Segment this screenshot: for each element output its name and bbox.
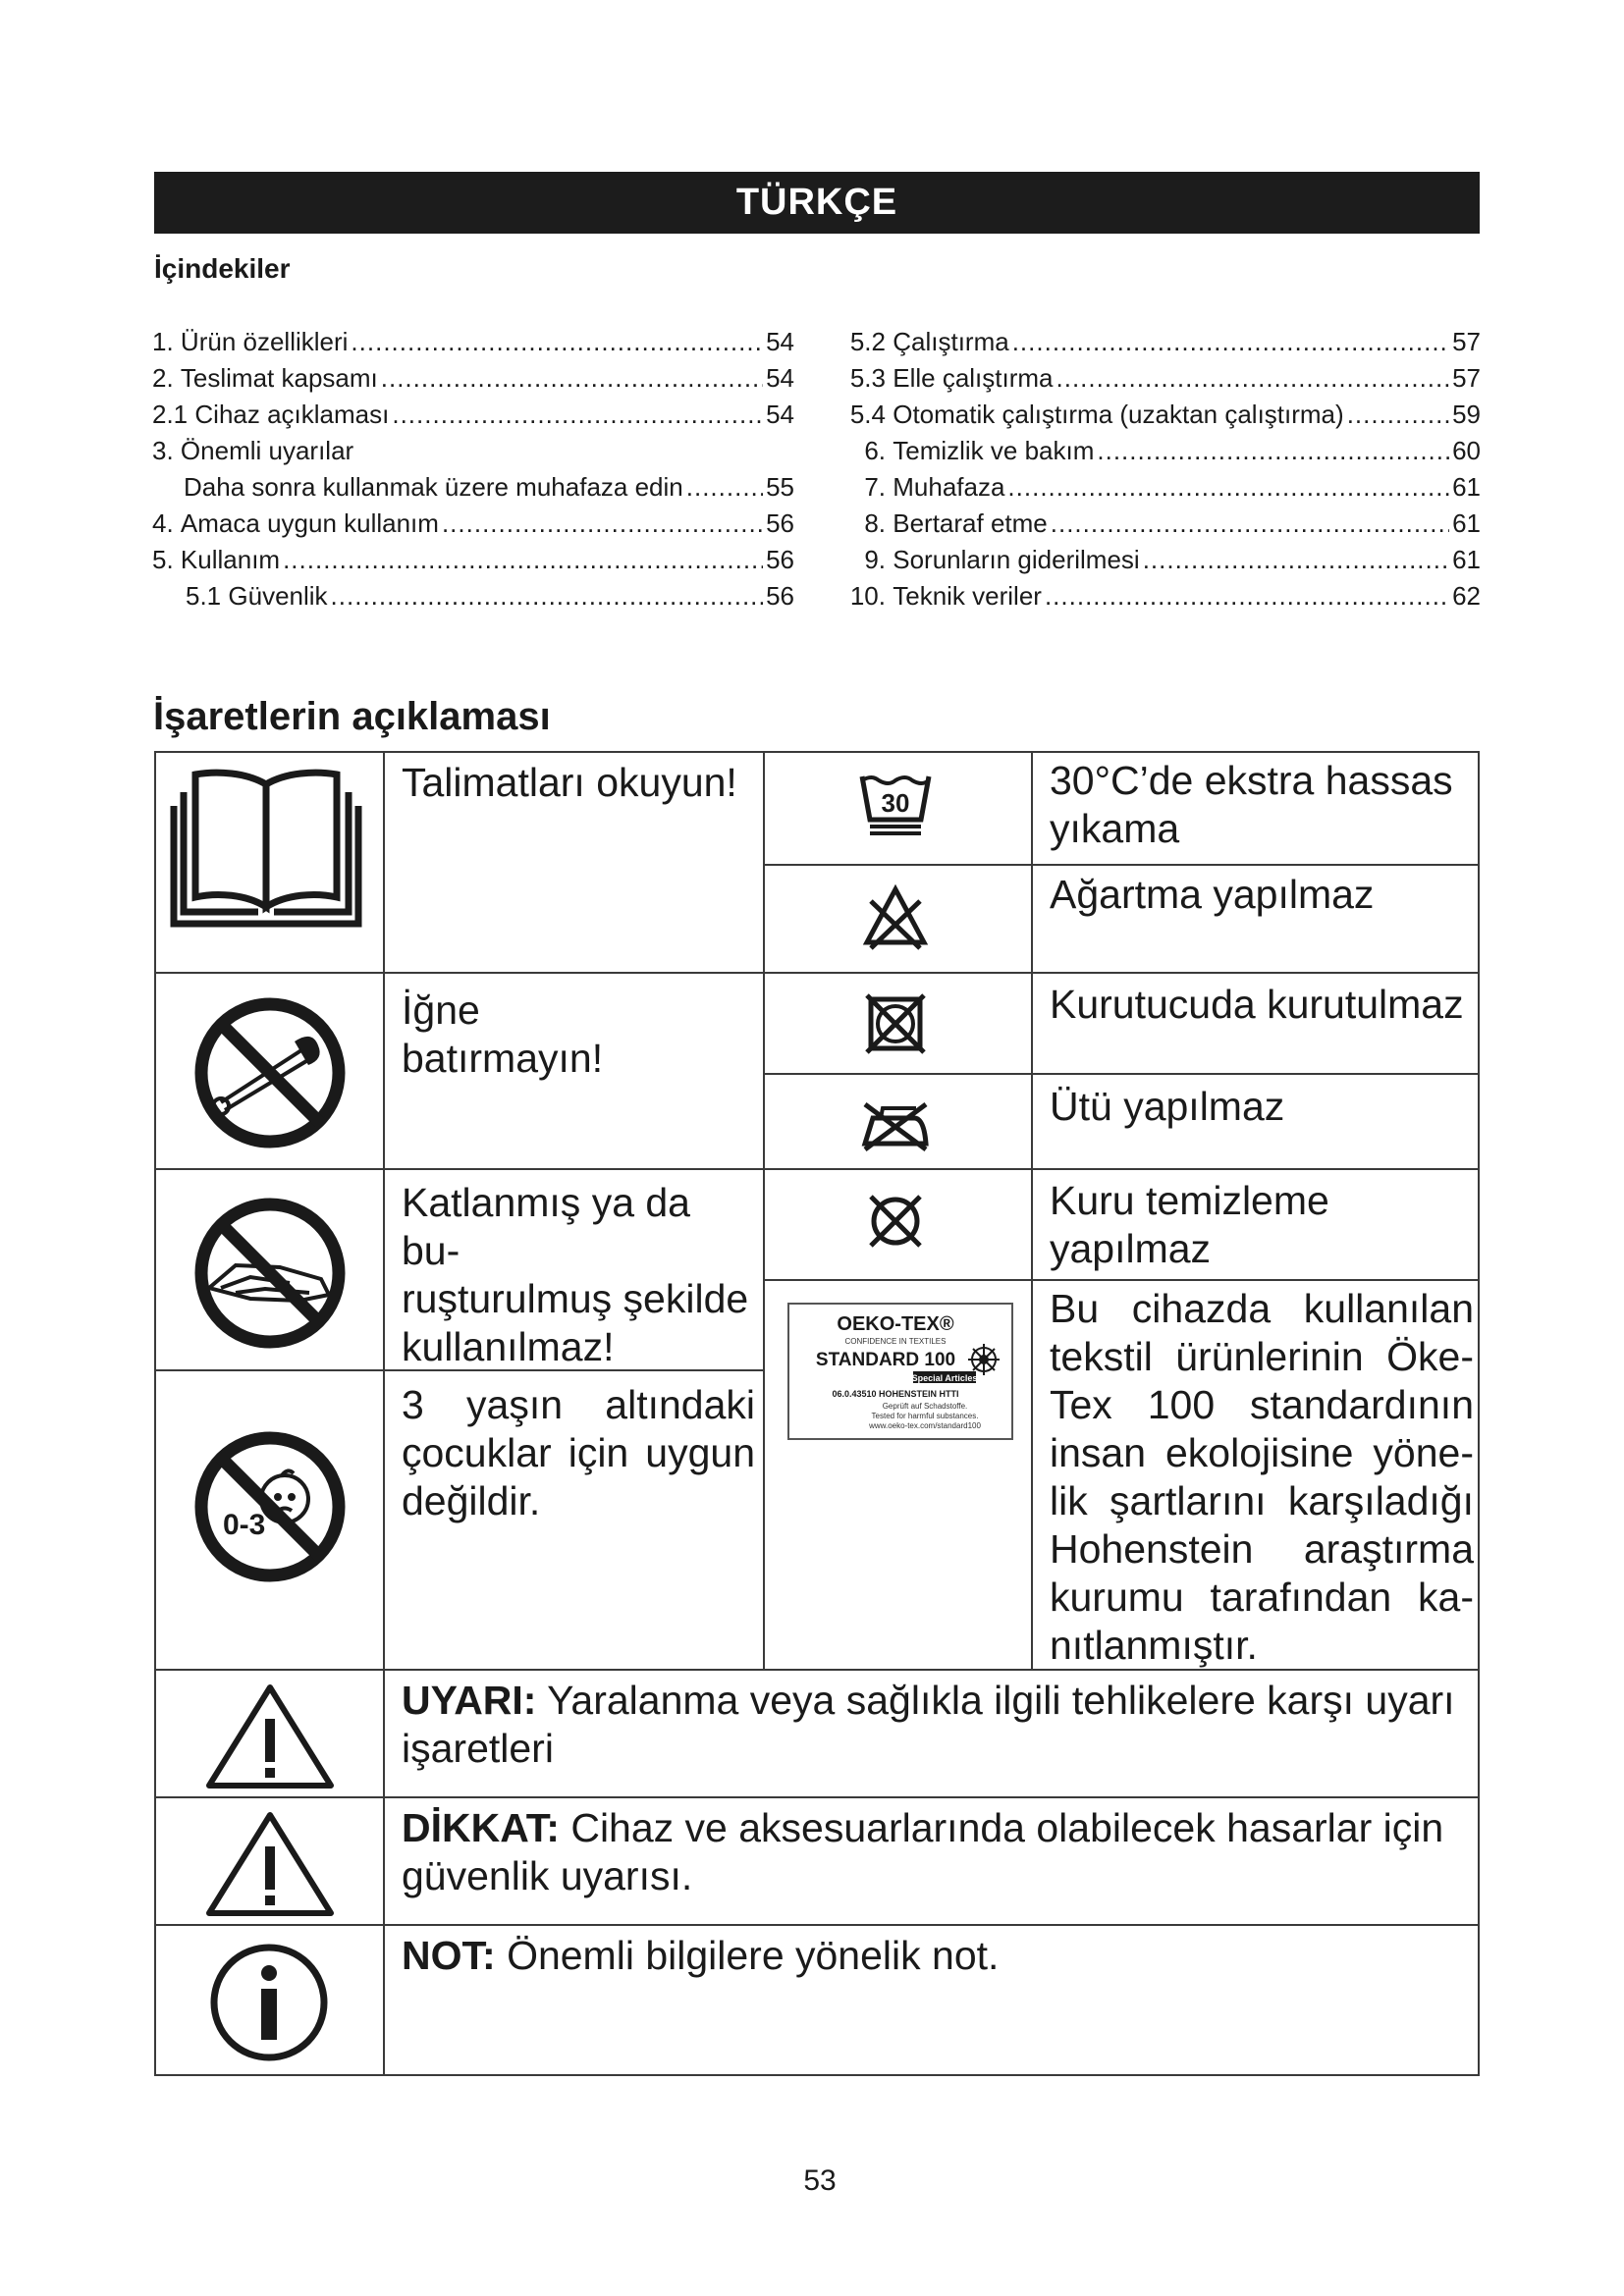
no-folded-text: Katlanmış ya da bu- ruşturulmuş şekilde kullanılmaz! — [402, 1180, 749, 1369]
toc-entry-number: 5.2 — [849, 327, 886, 356]
warning-text — [402, 1677, 1472, 1773]
oeko-cert: 06.0.43510 HOHENSTEIN HTTI — [832, 1389, 959, 1399]
no-safety-pin-icon — [191, 994, 349, 1151]
toc-entry-label: Ürün özellikleri — [180, 327, 349, 356]
toc-entry-leader — [1051, 506, 1449, 542]
toc-entry — [152, 324, 794, 360]
toc-entry — [152, 433, 794, 469]
wash-30-icon — [856, 771, 935, 839]
caution-label: DİKKAT: — [402, 1805, 560, 1850]
toc-entry-number: 2. — [152, 363, 174, 393]
no-folded-blanket-icon — [191, 1195, 349, 1352]
toc-left-column — [152, 324, 794, 614]
oeko-url: www.oeko-tex.com/standard100 — [869, 1421, 981, 1430]
toc-entry-leader — [1097, 433, 1449, 469]
oeko-brand: OEKO-TEX® — [837, 1313, 954, 1335]
toc-entry-number: 6. — [864, 436, 886, 465]
toc-entry-label: Sorunların giderilmesi — [893, 545, 1140, 574]
toc-entry-leader — [1007, 469, 1449, 506]
toc-entry-number: 5.3 — [849, 363, 886, 393]
toc-entry-label: Daha sonra kullanmak üzere muhafaza edin — [184, 472, 683, 502]
toc-entry-page: 54 — [766, 363, 794, 393]
toc-entry-label: Teslimat kapsamı — [180, 363, 378, 393]
no-dry-clean-icon — [865, 1191, 926, 1252]
toc-entry — [833, 360, 1481, 397]
caution-description: Cihaz ve aksesuarlarında olabilecek hasarlar için güvenlik uyarısı. — [402, 1805, 1444, 1898]
toc-entry-page: 59 — [1452, 400, 1481, 429]
note-description: Önemli bilgilere yönelik not. — [507, 1933, 1000, 1978]
oeko-text: Bu cihazda kullanılan tekstil ürünlerinin Öke-Tex 100 standardının insan ekolojisine yöne-lik şartlarını karşıladığı Hohenstein araştırma kurumu tarafından ka-nıtlanmıştır. — [1050, 1286, 1474, 1668]
toc-entry-number: 4. — [152, 508, 174, 538]
oeko-tex-label-icon — [787, 1303, 1013, 1440]
toc-entry-number: 9. — [864, 545, 886, 574]
toc-entry-leader — [1143, 542, 1449, 578]
toc-entry — [152, 542, 794, 578]
toc-entry — [833, 578, 1481, 614]
toc-entry-page: 62 — [1452, 581, 1481, 611]
toc-entry-page: 61 — [1452, 472, 1481, 502]
toc-entry-page: 56 — [766, 581, 794, 611]
toc-entry-number: 2.1 — [152, 400, 189, 429]
toc-entry-label: Çalıştırma — [893, 327, 1009, 356]
toc-entry-label: Güvenlik — [228, 581, 328, 611]
toc-entry-leader — [1347, 397, 1449, 433]
toc-entry — [152, 397, 794, 433]
toc-entry-page: 56 — [766, 508, 794, 538]
toc-entry — [152, 506, 794, 542]
no-pins-text — [402, 987, 755, 1083]
toc-entry-label: Amaca uygun kullanım — [180, 508, 439, 538]
toc-entry-leader — [381, 360, 763, 397]
toc-entry-page: 57 — [1452, 327, 1481, 356]
toc-entry-page: 60 — [1452, 436, 1481, 465]
no-pins-text-line2: batırmayın! — [402, 1036, 604, 1081]
toc-entry-leader — [392, 397, 763, 433]
toc-entry-number: 3. — [152, 436, 174, 465]
symbols-table — [154, 751, 1480, 2076]
toc-entry — [833, 324, 1481, 360]
wash-30-text: 30°C’de ekstra hassas yıkama — [1050, 758, 1453, 851]
caution-text — [402, 1804, 1472, 1900]
toc-entry — [833, 433, 1481, 469]
toc-entry — [833, 506, 1481, 542]
toc-entry-label: Otomatik çalıştırma (uzaktan çalıştırma) — [893, 400, 1344, 429]
toc-entry-number: 1. — [152, 327, 174, 356]
toc-entry-page: 55 — [766, 472, 794, 502]
toc-entry — [152, 578, 794, 614]
toc-entry-number: 10. — [849, 581, 886, 611]
symbols-section-title: İşaretlerin açıklaması — [153, 695, 551, 738]
oeko-tagline: CONFIDENCE IN TEXTILES — [844, 1337, 947, 1346]
toc-entry-leader — [686, 469, 763, 506]
toc-entry-page: 54 — [766, 400, 794, 429]
toc-entry-number: 5. — [152, 545, 174, 574]
toc-entry-label: Kullanım — [180, 545, 281, 574]
no-bleach-icon — [861, 883, 930, 952]
toc-entry-leader — [442, 506, 763, 542]
toc-entry-page: 61 — [1452, 508, 1481, 538]
no-pins-text-line1: İğne — [402, 988, 480, 1033]
caution-triangle-icon — [203, 1809, 337, 1919]
toc-entry-number: 5.1 — [186, 581, 222, 611]
no-under3-text: 3 yaşın altındaki çocuklar için uygun değildir. — [402, 1382, 755, 1523]
toc-right-column — [833, 324, 1481, 614]
note-text — [402, 1932, 1472, 1980]
toc-entry-number: 5.4 — [849, 400, 886, 429]
page-number: 53 — [803, 2164, 837, 2197]
no-bleach-text: Ağartma yapılmaz — [1050, 872, 1375, 917]
toc-entry-label: Teknik veriler — [893, 581, 1042, 611]
language-title: TÜRKÇE — [735, 182, 898, 223]
oeko-special: Special Articles — [911, 1373, 978, 1383]
under3-badge-text: 0-3 — [223, 1509, 266, 1541]
warning-description: Yaralanma veya sağlıkla ilgili tehlikelere karşı uyarı işaretleri — [402, 1678, 1455, 1771]
toc-entry — [833, 397, 1481, 433]
warning-triangle-icon — [203, 1682, 337, 1791]
toc-entry — [152, 360, 794, 397]
toc-entry-page: 61 — [1452, 545, 1481, 574]
oeko-tested-de: Geprüft auf Schadstoffe. — [882, 1402, 968, 1411]
toc-entry-number: 8. — [864, 508, 886, 538]
oeko-tested-en: Tested for harmful substances. — [871, 1412, 979, 1420]
toc-entry-leader — [1012, 324, 1449, 360]
toc-title: İçindekiler — [154, 253, 291, 284]
no-dryclean-text: Kuru temizleme yapılmaz — [1050, 1178, 1329, 1271]
toc-entry-leader — [331, 578, 764, 614]
toc-entry-page: 57 — [1452, 363, 1481, 393]
language-header-bar — [154, 172, 1480, 234]
wash-30-number: 30 — [881, 788, 910, 818]
toc-entry-page: 54 — [766, 327, 794, 356]
toc-entry-number: 7. — [864, 472, 886, 502]
toc-entry-page: 56 — [766, 545, 794, 574]
note-label: NOT: — [402, 1933, 496, 1978]
no-iron-text: Ütü yapılmaz — [1050, 1084, 1285, 1129]
toc-entry-label: Elle çalıştırma — [893, 363, 1054, 393]
read-instructions-text: Talimatları okuyun! — [402, 760, 737, 805]
toc-entry — [833, 542, 1481, 578]
toc-entry-leader — [351, 324, 763, 360]
warning-label: UYARI: — [402, 1678, 537, 1723]
open-book-icon — [168, 765, 364, 932]
toc-entry-label: Bertaraf etme — [893, 508, 1048, 538]
toc-entry — [833, 469, 1481, 506]
toc-entry-leader — [1056, 360, 1450, 397]
no-tumble-text: Kurutucuda kurutulmaz — [1050, 982, 1464, 1027]
not-for-under-3-icon — [191, 1428, 349, 1585]
toc-entry-label: Temizlik ve bakım — [893, 436, 1095, 465]
oeko-standard: STANDARD 100 — [815, 1350, 956, 1370]
toc-entry-label: Muhafaza — [893, 472, 1005, 502]
toc-entry-leader — [1045, 578, 1449, 614]
toc-entry — [152, 469, 794, 506]
info-icon — [208, 1942, 330, 2063]
no-ironing-icon — [859, 1095, 932, 1153]
no-tumble-dry-icon — [863, 991, 928, 1056]
toc-entry-label: Cihaz açıklaması — [194, 400, 390, 429]
toc-entry-label: Önemli uyarılar — [180, 436, 354, 465]
toc-entry-leader — [283, 542, 763, 578]
